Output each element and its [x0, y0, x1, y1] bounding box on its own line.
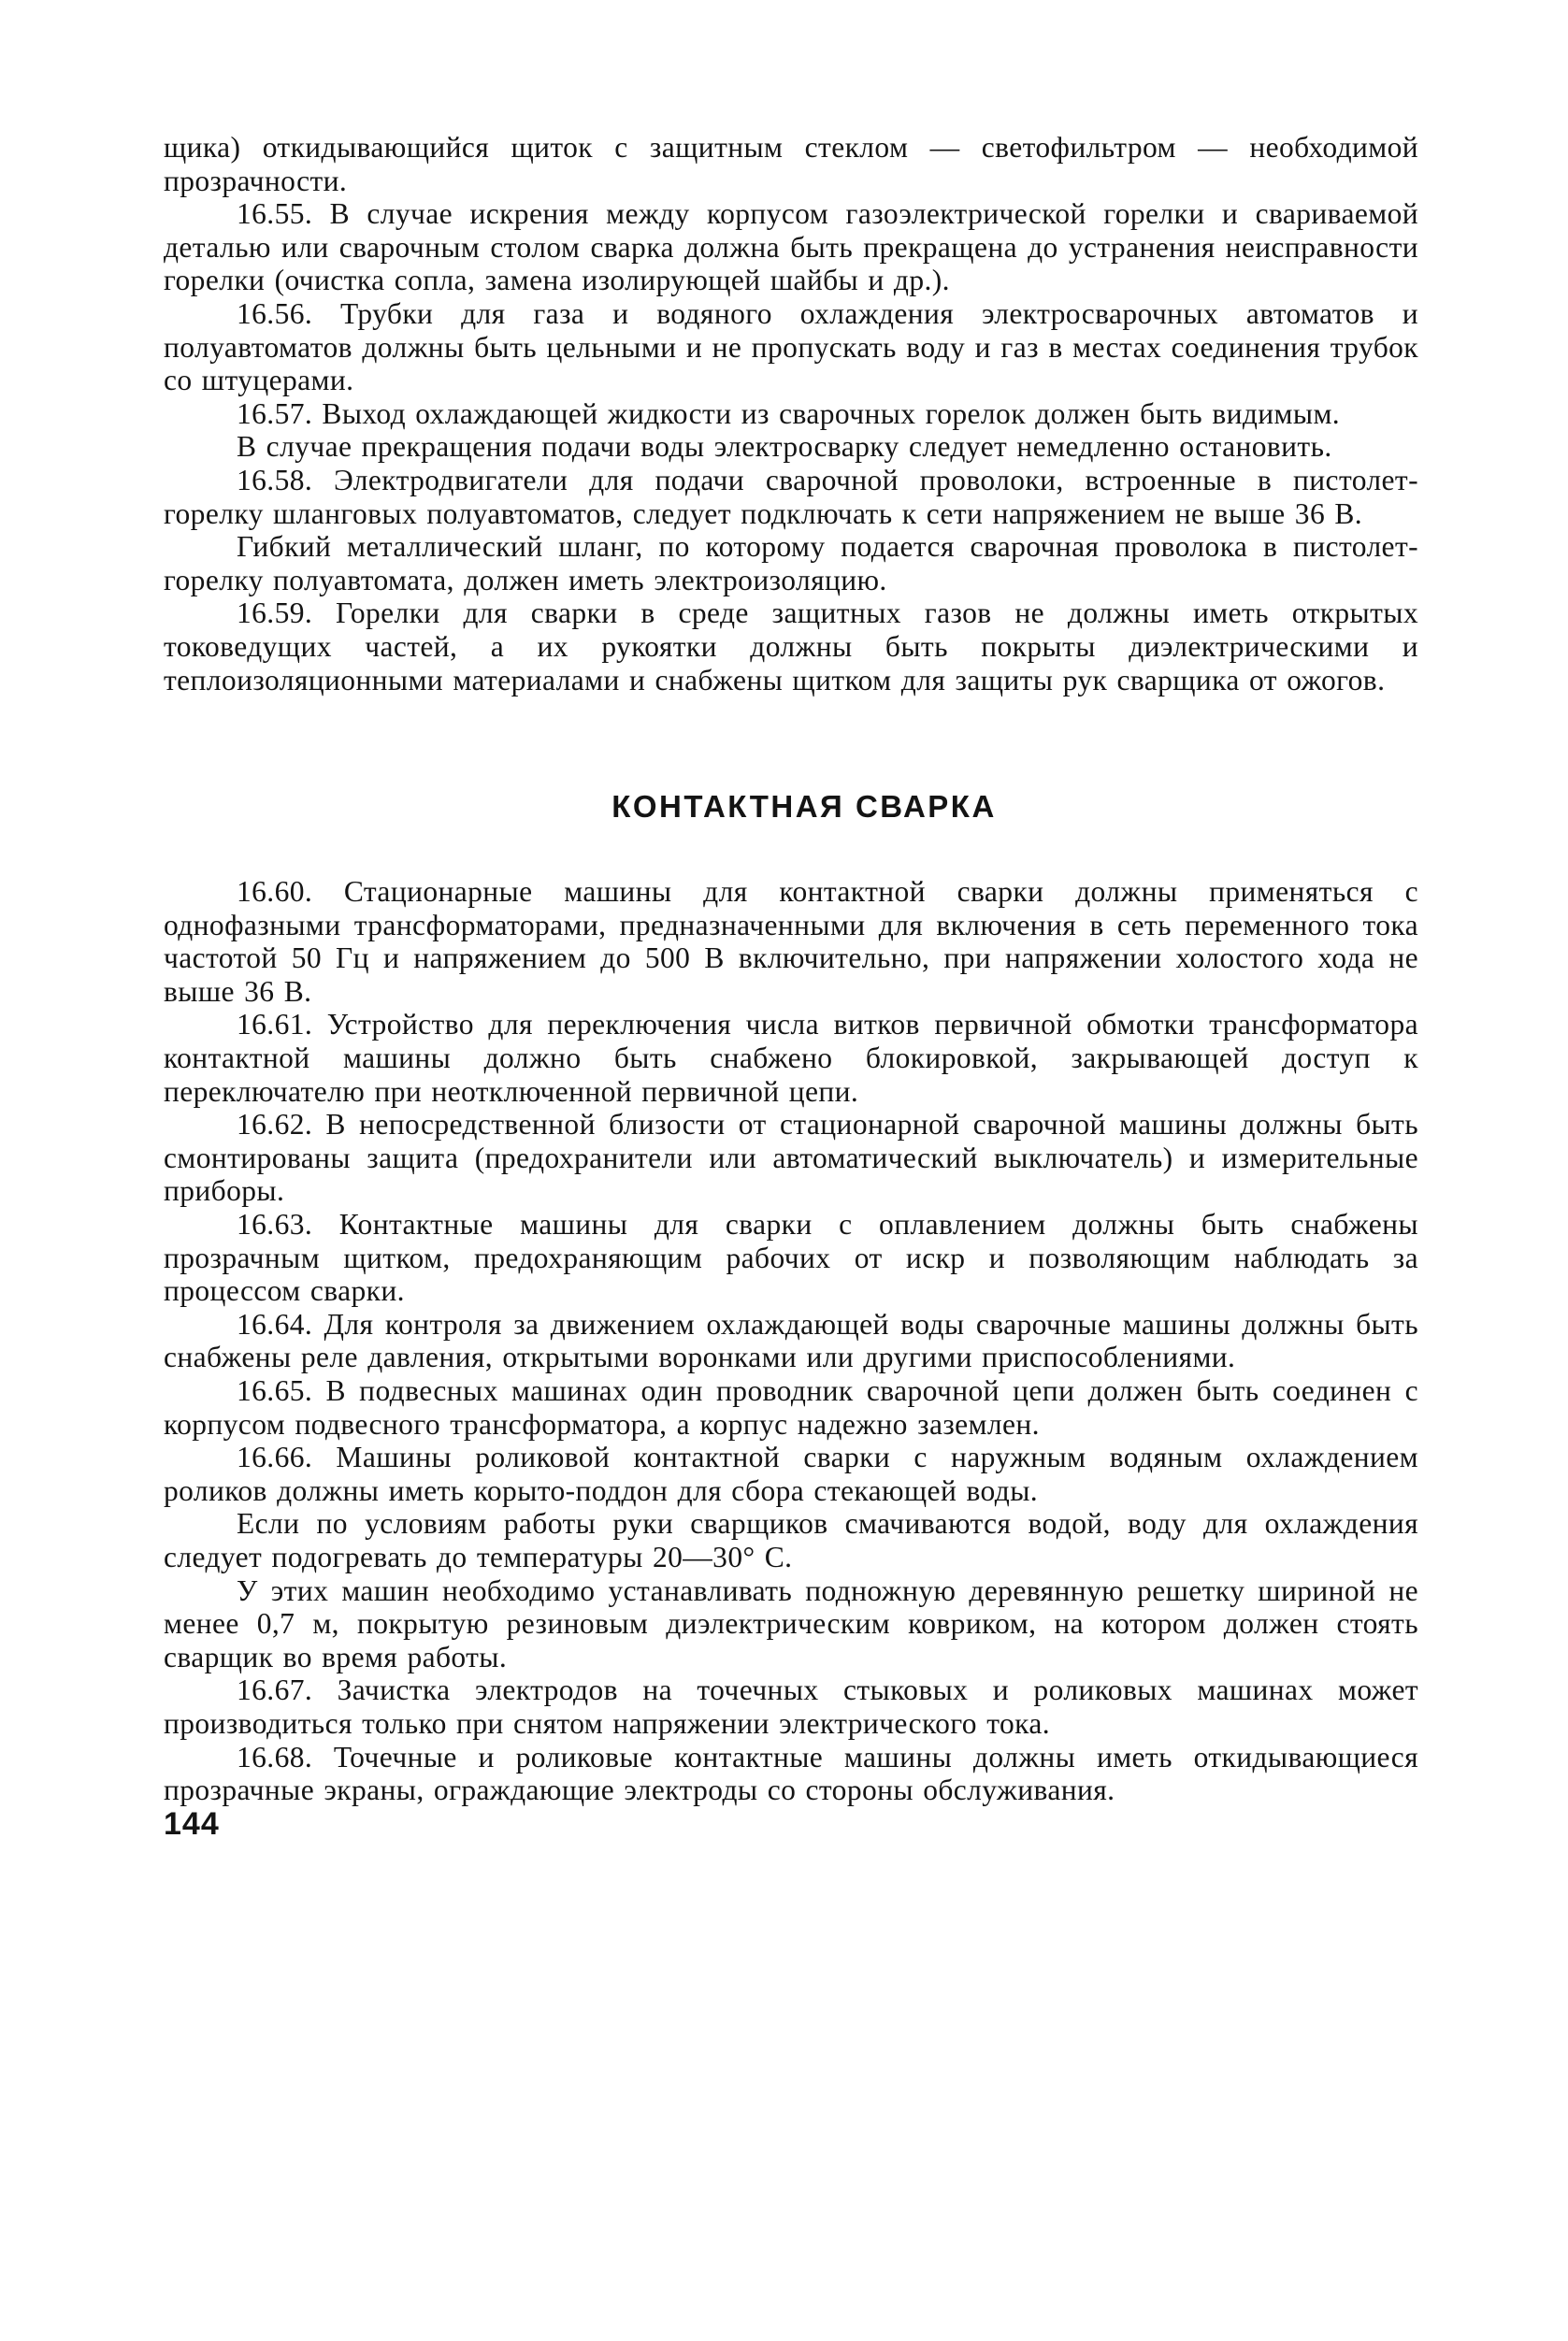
- paragraph-16-58-note: Гибкий металлический шланг, по которому подается сварочная проволока в пистолет-горелку полуавтомата, должен иметь электроизоляцию.: [164, 530, 1418, 596]
- document-page: [164, 131, 1418, 1841]
- paragraph-16-68: 16.68. Точечные и роликовые контактные машины должны иметь откидывающиеся прозрачные экраны, ограждающие электроды со стороны обслуживания.: [164, 1740, 1418, 1807]
- paragraph-16-57: 16.57. Выход охлаждающей жидкости из сварочных горелок должен быть видимым.: [237, 396, 1341, 430]
- paragraph-continuation: щика) откидывающийся щиток с защитным стеклом — светофильтром — необходимой прозрачности.: [164, 131, 1418, 197]
- page-number: 144: [164, 1805, 220, 1842]
- paragraph-16-61: 16.61. Устройство для переключения числа витков первичной обмотки трансформатора контактной машины должно быть снабжено блокировкой, закрывающей доступ к переключателю при неотключенной первичной цепи.: [164, 1008, 1418, 1108]
- paragraph-16-66-grating: У этих машин необходимо устанавливать подножную деревянную решетку шириной не менее 0,7 м, покрытую резиновым диэлектрическим ковриком, на котором должен стоять сварщик во время работы.: [164, 1573, 1418, 1673]
- section-heading: КОНТАКТНАЯ СВАРКА: [611, 789, 997, 825]
- paragraph-16-57-note: В случае прекращения подачи воды электросварку следует немедленно остановить.: [237, 430, 1332, 464]
- paragraph-16-63: 16.63. Контактные машины для сварки с оплавлением должны быть снабжены прозрачным щитком, предохраняющим рабочих от искр и позволяющим наблюдать за процессом сварки.: [164, 1208, 1418, 1308]
- paragraph-16-66: 16.66. Машины роликовой контактной сварки с наружным водяным охлаждением роликов должны иметь корыто-поддон для сбора стекающей воды.: [164, 1441, 1418, 1507]
- paragraph-16-60: 16.60. Стационарные машины для контактной сварки должны применяться с однофазными трансформаторами, предназначенными для включения в сеть переменного тока частотой 50 Гц и напряжением до 500 В включительно, при напряжении холостого хода не выше 36 В.: [164, 875, 1418, 1008]
- paragraph-16-64: 16.64. Для контроля за движением охлаждающей воды сварочные машины должны быть снабжены реле давления, открытыми воронками или другими приспособлениями.: [164, 1307, 1418, 1374]
- paragraph-16-65: 16.65. В подвесных машинах один проводник сварочной цепи должен быть соединен с корпусом подвесного трансформатора, а корпус надежно заземлен.: [164, 1374, 1418, 1441]
- paragraph-16-59: 16.59. Горелки для сварки в среде защитных газов не должны иметь открытых токоведущих частей, а их рукоятки должны быть покрыты диэлектрическими и теплоизоляционными материалами и снабжены щитком для защиты рук сварщика от ожогов.: [164, 596, 1418, 697]
- paragraph-16-67: 16.67. Зачистка электродов на точечных стыковых и роликовых машинах может производиться только при снятом напряжении электрического тока.: [164, 1673, 1418, 1740]
- paragraph-16-55: 16.55. В случае искрения между корпусом газоэлектрической горелки и свариваемой деталью или сварочным столом сварка должна быть прекращена до устранения неисправности горелки (очистка сопла, замена изолирующей шайбы и др.).: [164, 197, 1418, 297]
- paragraph-16-62: 16.62. В непосредственной близости от стационарной сварочной машины должны быть смонтированы защита (предохранители или автоматический выключатель) и измерительные приборы.: [164, 1108, 1418, 1208]
- paragraph-16-58: 16.58. Электродвигатели для подачи сварочной проволоки, встроенные в пистолет-горелку шланговых полуавтоматов, следует подключать к сети напряжением не выше 36 В.: [164, 463, 1418, 530]
- paragraph-16-66-note: Если по условиям работы руки сварщиков смачиваются водой, воду для охлаждения следует подогревать до температуры 20—30° С.: [164, 1507, 1418, 1573]
- paragraph-16-56: 16.56. Трубки для газа и водяного охлаждения электросварочных автоматов и полуавтоматов должны быть цельными и не пропускать воду и газ в местах соединения трубок со штуцерами.: [164, 296, 1418, 397]
